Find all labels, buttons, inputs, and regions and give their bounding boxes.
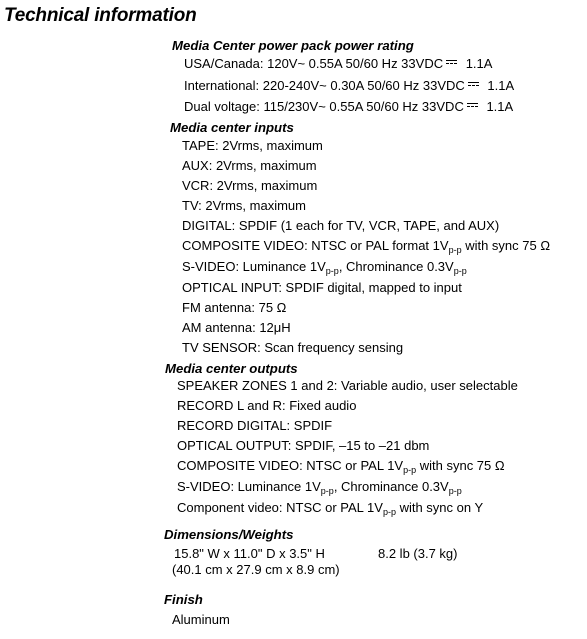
input-fm-antenna: FM antenna: 75 Ω xyxy=(182,300,287,315)
output-component-text: Component video: NTSC or PAL 1V xyxy=(177,500,383,515)
output-svideo-sub1: p-p xyxy=(320,486,334,496)
ac-wave-icon: ~ xyxy=(318,99,326,114)
inputs-heading: Media center inputs xyxy=(170,120,294,135)
input-am-antenna: AM antenna: 12μH xyxy=(182,320,291,335)
input-svideo-sub1: p-p xyxy=(325,266,339,276)
output-svideo-chroma: , Chrominance 0.3V xyxy=(333,479,449,494)
output-composite-sync: with sync 75 Ω xyxy=(416,458,505,473)
input-tv: TV: 2Vrms, maximum xyxy=(182,198,306,213)
input-optical: OPTICAL INPUT: SPDIF digital, mapped to input xyxy=(182,280,462,295)
power-intl-line xyxy=(184,78,514,93)
ac-wave-icon: ~ xyxy=(297,56,306,71)
output-composite-text: COMPOSITE VIDEO: NTSC or PAL 1V xyxy=(177,458,404,473)
output-s-video xyxy=(177,479,462,494)
finish-heading: Finish xyxy=(164,592,203,607)
power-dual-current: 1.1A xyxy=(482,99,514,114)
dc-symbol-icon xyxy=(446,60,457,67)
power-dual-voltage: Dual voltage: 115/230V xyxy=(184,99,319,114)
input-svideo-text: S-VIDEO: Luminance 1V xyxy=(182,259,326,274)
input-tape: TAPE: 2Vrms, maximum xyxy=(182,138,323,153)
output-component-sync: with sync on Y xyxy=(395,500,484,515)
output-record: RECORD L and R: Fixed audio xyxy=(177,398,357,413)
power-usa-specs: 0.55A 50/60 Hz 33VDC xyxy=(305,56,444,71)
power-usa-voltage: USA/Canada: 120V xyxy=(184,56,298,71)
output-record-digital: RECORD DIGITAL: SPDIF xyxy=(177,418,333,433)
power-intl-current: 1.1A xyxy=(483,78,515,93)
input-svideo-sub2: p-p xyxy=(453,266,467,276)
input-s-video xyxy=(182,259,467,274)
dc-symbol-icon xyxy=(468,82,479,89)
input-composite-text: COMPOSITE VIDEO: NTSC or PAL format 1V xyxy=(182,238,449,253)
power-dual-specs: 0.55A 50/60 Hz 33VDC xyxy=(325,99,464,114)
power-dual-line xyxy=(184,99,513,114)
input-composite-sub: p-p xyxy=(448,245,462,255)
output-svideo-sub2: p-p xyxy=(448,486,462,496)
ac-wave-icon: ~ xyxy=(319,78,327,93)
output-speaker-zones: SPEAKER ZONES 1 and 2: Variable audio, user selectable xyxy=(177,378,518,393)
input-composite-sync: with sync 75 Ω xyxy=(461,238,551,253)
power-intl-specs: 0.30A 50/60 Hz 33VDC xyxy=(326,78,465,93)
output-composite-video xyxy=(177,458,505,473)
output-svideo-text: S-VIDEO: Luminance 1V xyxy=(177,479,321,494)
dimensions-metric: (40.1 cm x 27.9 cm x 8.9 cm) xyxy=(172,562,340,577)
input-svideo-chroma: , Chrominance 0.3V xyxy=(338,259,454,274)
dc-symbol-icon xyxy=(467,103,478,110)
input-digital: DIGITAL: SPDIF (1 each for TV, VCR, TAPE, and AUX) xyxy=(182,218,500,233)
output-composite-sub: p-p xyxy=(403,465,417,475)
page-title: Technical information xyxy=(4,5,197,26)
input-aux: AUX: 2Vrms, maximum xyxy=(182,158,317,173)
output-component-video xyxy=(177,500,483,515)
power-rating-heading: Media Center power pack power rating xyxy=(172,38,414,53)
power-usa-current: 1.1A xyxy=(462,56,493,71)
input-tv-sensor: TV SENSOR: Scan frequency sensing xyxy=(182,340,404,355)
power-usa-line xyxy=(184,56,492,71)
outputs-heading: Media center outputs xyxy=(165,361,298,376)
input-vcr: VCR: 2Vrms, maximum xyxy=(182,178,318,193)
output-component-sub: p-p xyxy=(382,507,396,517)
weight-value: 8.2 lb (3.7 kg) xyxy=(378,546,458,561)
output-optical: OPTICAL OUTPUT: SPDIF, –15 to –21 dbm xyxy=(177,438,430,453)
dimensions-imperial: 15.8" W x 11.0" D x 3.5" H xyxy=(174,546,325,561)
power-intl-voltage: International: 220-240V xyxy=(184,78,320,93)
input-composite-video xyxy=(182,238,550,253)
dimensions-heading: Dimensions/Weights xyxy=(164,527,294,542)
finish-value: Aluminum xyxy=(172,612,230,627)
